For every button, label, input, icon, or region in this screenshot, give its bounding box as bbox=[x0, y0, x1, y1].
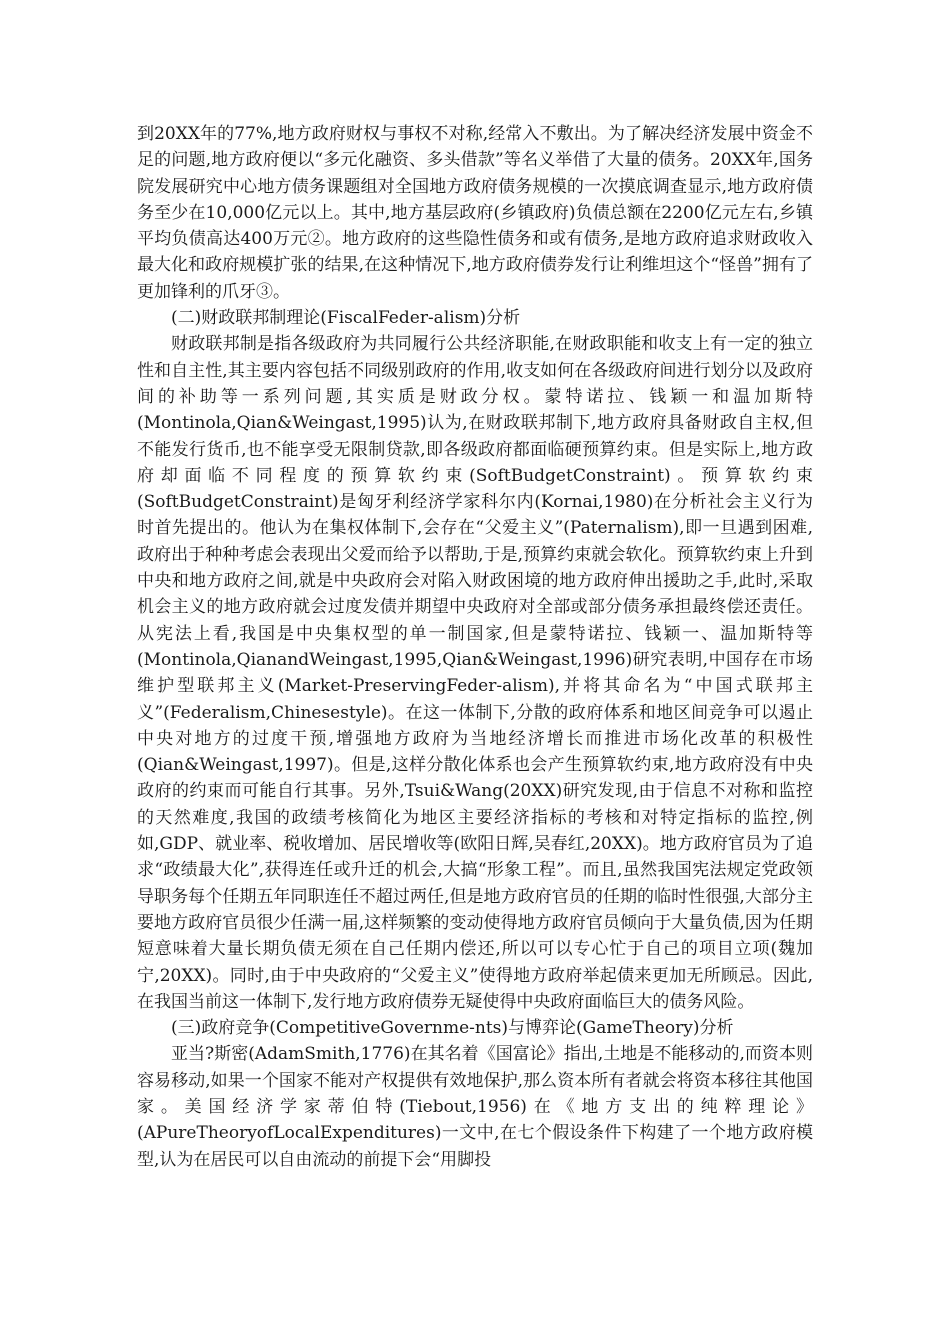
section-heading-fiscal-federalism: (二)财政联邦制理论(FiscalFeder-alism)分析 bbox=[171, 308, 521, 329]
paragraph-government-competition: 亚当?斯密(AdamSmith,1776)在其名着《国富论》指出,土地是不能移动的,而资本则容易移动,如果一个国家不能对产权提供有效地保护,那么资本所有者就会将资本移往其他国家。美国经济学家蒂伯特(Tiebout,1956)在《地方支出的纯粹理论》(APureTheoryofLocalExpenditures)一文中,在七个假设条件下构建了一个地方政府模型,认为在居民可以自由流动的前提下会“用脚投 bbox=[137, 1044, 813, 1170]
paragraph-fiscal-federalism: 财政联邦制是指各级政府为共同履行公共经济职能,在财政职能和收支上有一定的独立性和自主性,其主要内容包括不同级别政府的作用,收支如何在各级政府间进行划分以及政府间的补助等一系列问题,其实质是财政分权。蒙特诺拉、钱颖一和温加斯特(Montinola,Qian&Weingast,1995)认为,在财政联邦制下,地方政府具备财政自主权,但不能发行货币,也不能享受无限制贷款,即各级政府都面临硬预算约束。但是实际上,地方政府却面临不同程度的预算软约束(SoftBudgetConstraint)。预算软约束(SoftBudgetConstraint)是匈牙利经济学家科尔内(Kornai,1980)在分析社会主义行为时首先提出的。他认为在集权体制下,会存在“父爱主义”(Paternalism),即一旦遇到困难,政府出于种种考虑会表现出父爱而给予以帮助,于是,预算约束就会软化。预算软约束上升到中央和地方政府之间,就是中央政府会对陷入财政困境的地方政府伸出援助之手,此时,采取机会主义的地方政府就会过度发债并期望中央政府对全部或部分债务承担最终偿还责任。从宪法上看,我国是中央集权型的单一制国家,但是蒙特诺拉、钱颖一、温加斯特等(Montinola,QianandWeingast,1995,Qian&Weingast,1996)研究表明,中国存在市场维护型联邦主义(Market-PreservingFeder-alism),并将其命名为“中国式联邦主义”(Federalism,Chinesestyle)。在这一体制下,分散的政府体系和地区间竞争可以遏止中央对地方的过度干预,增强地方政府为当地经济增长而推进市场化改革的积极性(Qian&Weingast,1997)。但是,这样分散化体系也会产生预算软约束,地方政府没有中央政府的约束而可能自行其事。另外,Tsui&Wang(20XX)研究发现,由于信息不对称和监控的天然难度,我国的政绩考核简化为地区主要经济指标的考核和对特定指标的监控,例如,GDP、就业率、税收增加、居民增收等(欧阳日辉,吴春红,20XX)。地方政府官员为了追求“政绩最大化”,获得连任或升迁的机会,大搞“形象工程”。而且,虽然我国宪法规定党政领导职务每个任期五年同职连任不超过两任,但是地方政府官员的任期的临时性很强,大部分主要地方政府官员很少任满一届,这样频繁的变动使得地方政府官员倾向于大量负债,因为任期短意味着大量长期负债无须在自己任期内偿还,所以可以专心忙于自己的项目立项(魏加宁,20XX)。同时,由于中央政府的“父爱主义”使得地方政府举起债来更加无所顾忌。因此,在我国当前这一体制下,发行地方政府债券无疑使得中央政府面临巨大的债务风险。 bbox=[137, 334, 813, 1012]
paragraph-debt-scale: 到20XX年的77%,地方政府财权与事权不对称,经常入不敷出。为了解决经济发展中资金不足的问题,地方政府便以“多元化融资、多头借款”等名义举借了大量的债务。20XX年,国务院发展研究中心地方债务课题组对全国地方政府债务规模的一次摸底调查显示,地方政府债务至少在10,000亿元以上。其中,地方基层政府(乡镇政府)负债总额在2200亿元左右,乡镇平均负债高达400万元②。地方政府的这些隐性债务和或有债务,是地方政府追求财政收入最大化和政府规模扩张的结果,在这种情况下,地方政府债券发行让利维坦这个“怪兽”拥有了更加锋利的爪牙③。 bbox=[137, 124, 813, 302]
section-heading-government-competition: (三)政府竞争(CompetitiveGovernme-nts)与博弈论(GameTheory)分析 bbox=[171, 1018, 734, 1039]
body-text bbox=[137, 121, 813, 1173]
